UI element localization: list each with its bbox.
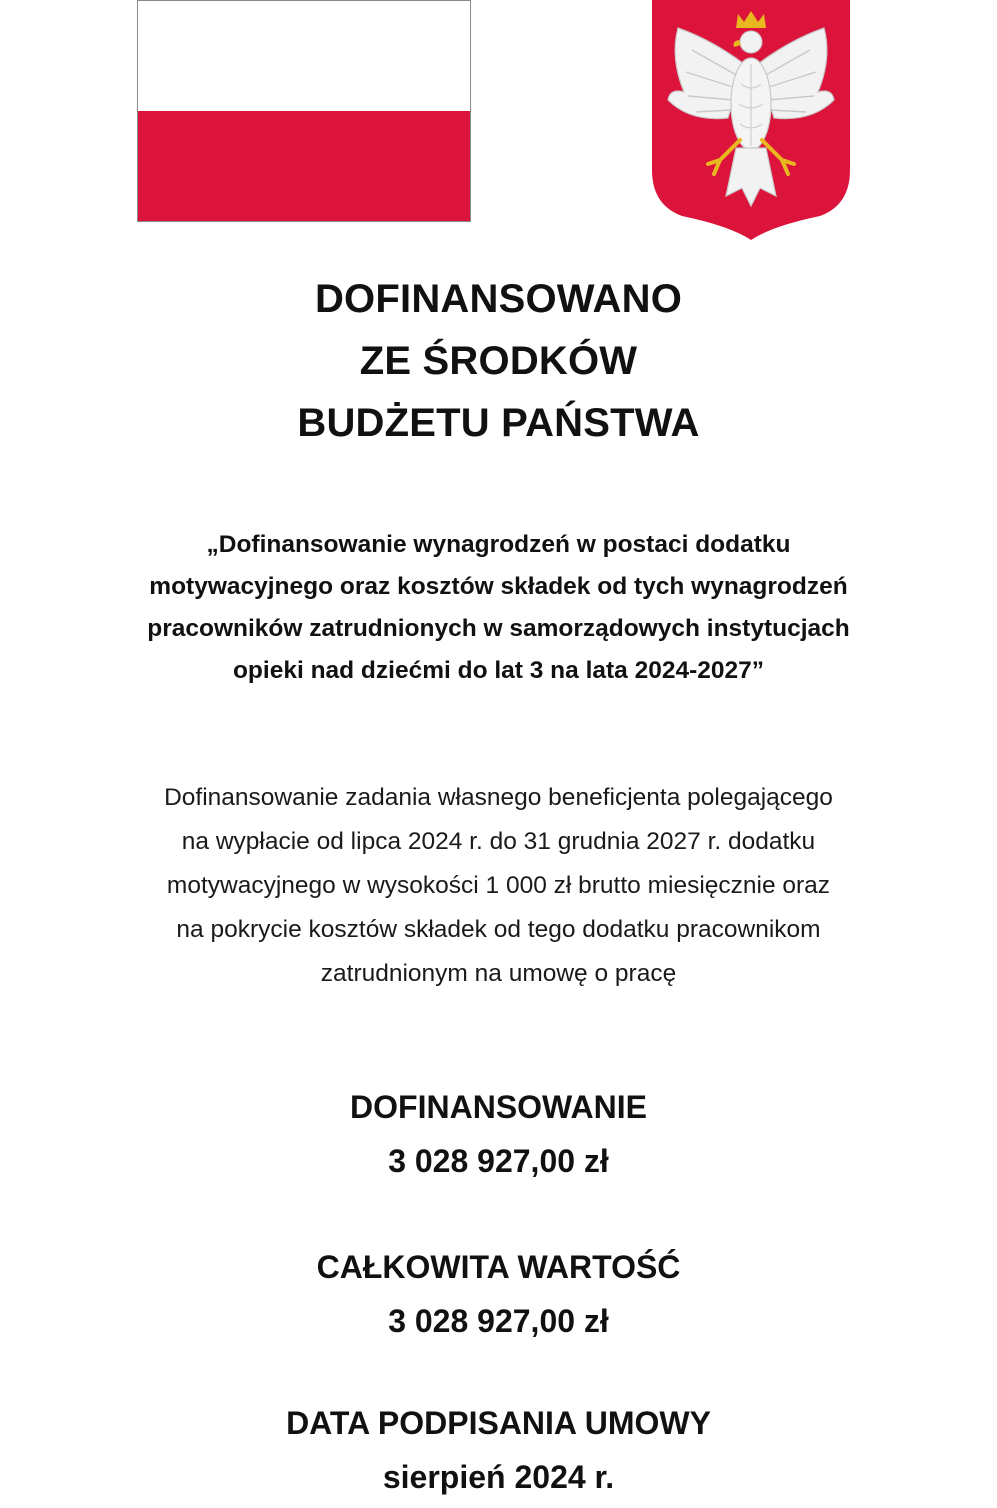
main-heading	[0, 268, 997, 454]
polish-eagle-emblem-icon	[650, 0, 852, 240]
funding-value: 3 028 927,00 zł	[388, 1143, 609, 1179]
project-description	[0, 776, 997, 996]
description-line: Dofinansowanie zadania własnego beneficjenta polegającego	[164, 784, 833, 811]
description-line: na wypłacie od lipca 2024 r. do 31 grudnia 2027 r. dodatku	[181, 828, 816, 855]
total-value-block	[0, 1240, 997, 1348]
program-title-line: motywacyjnego oraz kosztów składek od tych wynagrodzeń	[149, 573, 848, 600]
signing-value: sierpień 2024 r.	[382, 1459, 615, 1495]
signing-date-block	[0, 1396, 997, 1504]
heading-line-1: DOFINANSOWANO	[314, 277, 683, 321]
program-title-line: pracowników zatrudnionych w samorządowych instytucjach	[147, 615, 850, 642]
funding-label: DOFINANSOWANIE	[350, 1089, 647, 1125]
description-line: motywacyjnego w wysokości 1 000 zł brutto miesięcznie oraz	[166, 872, 831, 899]
flag-red-stripe	[138, 111, 470, 221]
program-title-line: „Dofinansowanie wynagrodzeń w postaci dodatku	[206, 531, 791, 558]
heading-line-3: BUDŻETU PAŃSTWA	[297, 401, 700, 445]
program-title-line: opieki nad dziećmi do lat 3 na lata 2024-2027”	[232, 657, 765, 684]
funding-block	[0, 1080, 997, 1188]
heading-line-2: ZE ŚRODKÓW	[359, 339, 638, 383]
total-value: 3 028 927,00 zł	[388, 1303, 609, 1339]
description-line: na pokrycie kosztów składek od tego dodatku pracownikom	[176, 916, 821, 943]
description-line: zatrudnionym na umowę o pracę	[320, 960, 677, 987]
total-label: CAŁKOWITA WARTOŚĆ	[316, 1249, 681, 1285]
program-title	[0, 524, 997, 692]
polish-flag-icon	[137, 0, 471, 222]
signing-label: DATA PODPISANIA UMOWY	[286, 1405, 711, 1441]
flag-white-stripe	[138, 1, 470, 111]
